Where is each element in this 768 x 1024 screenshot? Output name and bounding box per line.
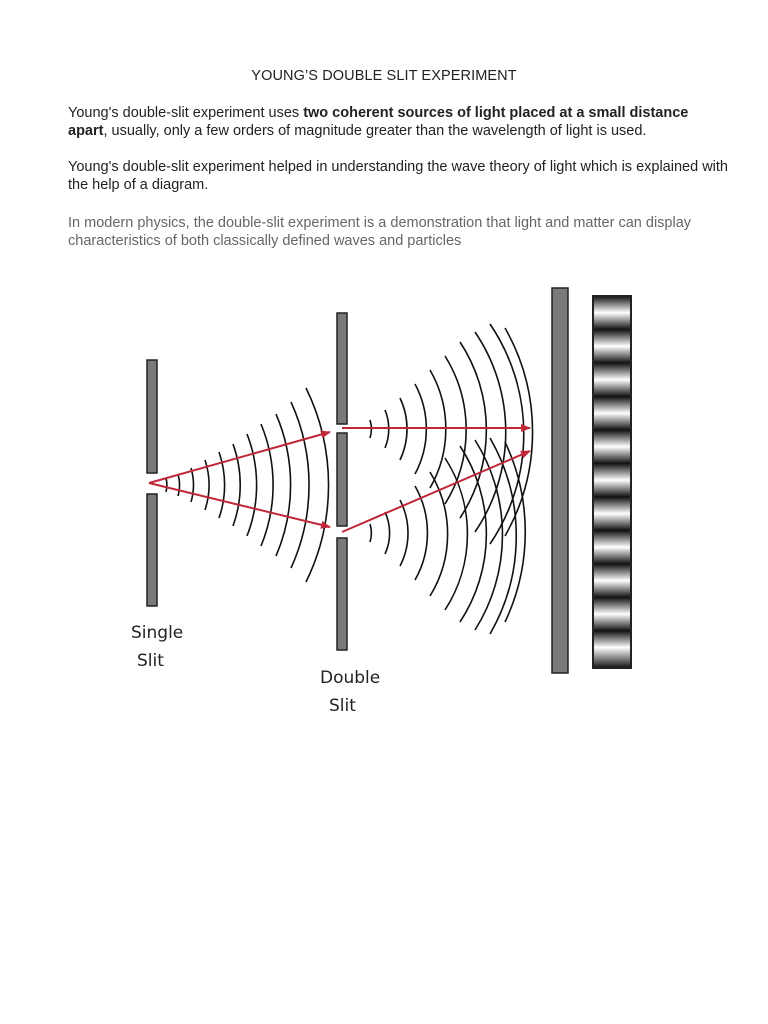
paragraph-wave-theory: Young's double-slit experiment helped in understanding the wave theory of light which is explained with the help of a diagram.: [68, 159, 728, 193]
upper-slit-wavefronts: [370, 324, 533, 544]
double-slit-barrier: [337, 313, 347, 650]
single-slit-wavefronts: [166, 388, 329, 582]
interference-pattern: [593, 296, 631, 668]
paragraph-intro-bold: two coherent sources of light placed at a small distance apart: [68, 105, 689, 139]
single-slit-label-line1: Single: [131, 623, 184, 643]
double-slit-diagram: [0, 270, 768, 730]
paragraph-intro-end: , usually, only a few orders of magnitude greater than the wavelength of light is used.: [103, 123, 647, 139]
paragraph-modern-physics: In modern physics, the double-slit experiment is a demonstration that light and matter can display characteristics of both classically defined waves and particles: [68, 215, 692, 249]
double-slit-label-line2: Slit: [329, 696, 356, 716]
single-slit-label-line2: Slit: [137, 651, 164, 671]
paragraph-intro: [68, 104, 728, 140]
paragraph-intro-start: Young's double-slit experiment uses: [68, 105, 304, 121]
ray-to-lower-slit: [149, 483, 330, 527]
double-slit-label-line1: Double: [320, 668, 381, 688]
viewing-screen: [552, 288, 568, 673]
document-title: YOUNG’S DOUBLE SLIT EXPERIMENT: [251, 68, 517, 84]
